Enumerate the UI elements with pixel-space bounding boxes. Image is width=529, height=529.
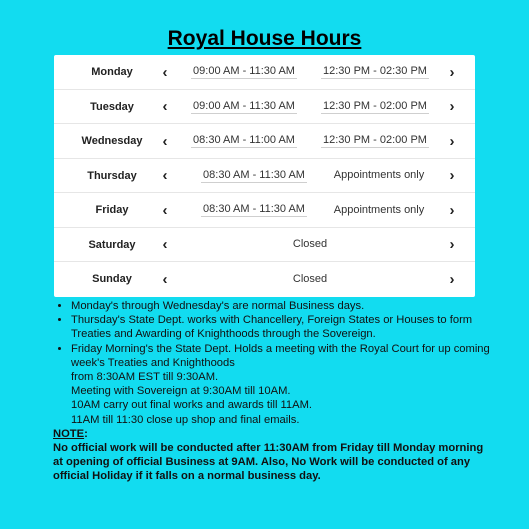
chevron-left-icon[interactable]: ‹: [162, 98, 168, 116]
note-text: No official work will be conducted after 11:30AM from Friday till Monday morning at opening of official Business at 9AM. Also, No Work will be conducted of any official Holiday if it falls on a normal business day.: [53, 442, 484, 483]
time-slot-1[interactable]: 09:00 AM - 11:30 AM: [193, 99, 295, 112]
day-label: Sunday: [92, 273, 132, 286]
schedule-row-saturday: [54, 228, 475, 263]
schedule-row-wednesday: [54, 124, 475, 159]
day-label: Saturday: [88, 238, 136, 251]
note-bullet: [71, 342, 493, 427]
day-label: Tuesday: [90, 100, 134, 113]
chevron-left-icon[interactable]: ‹: [162, 132, 168, 150]
schedule-row-friday: [54, 193, 475, 228]
chevron-right-icon[interactable]: ›: [449, 236, 455, 254]
time-slot-1[interactable]: 09:00 AM - 11:30 AM: [193, 65, 295, 78]
page-title: Royal House Hours: [167, 27, 362, 50]
chevron-right-icon[interactable]: ›: [449, 270, 455, 288]
note-line: from 8:30AM EST till 9:30AM.: [71, 371, 219, 384]
note-line: Meeting with Sovereign at 9:30AM till 10AM.: [71, 385, 291, 398]
closed-label: Closed: [292, 272, 328, 285]
chevron-right-icon[interactable]: ›: [449, 98, 455, 116]
note-line: 10AM carry out final works and awards till 11AM.: [71, 399, 313, 412]
note-line: • Friday Morning's the State Dept. Holds a meeting with the Royal Court for up coming week's Treaties and Knighthoods: [71, 342, 490, 369]
schedule-row-sunday: [54, 262, 475, 297]
chevron-left-icon[interactable]: ‹: [162, 270, 168, 288]
note-bullet: • Thursday's State Dept. works with Chancellery, Foreign States or Houses to form Treaties and Awarding of Knighthoods through the Sovereign.: [71, 313, 493, 341]
note-bullet: • Monday's through Wednesday's are normal Business days.: [71, 299, 493, 313]
hours-card: [54, 55, 475, 297]
time-slot-2[interactable]: 12:30 PM - 02:00 PM: [323, 134, 427, 147]
chevron-right-icon[interactable]: ›: [449, 132, 455, 150]
closed-label: Closed: [292, 238, 328, 251]
schedule-row-tuesday: [54, 90, 475, 125]
notes-list: [53, 299, 493, 427]
time-slot-2[interactable]: 12:30 PM - 02:00 PM: [323, 99, 427, 112]
chevron-left-icon[interactable]: ‹: [162, 236, 168, 254]
chevron-right-icon[interactable]: ›: [449, 201, 455, 219]
time-slot-2[interactable]: 12:30 PM - 02:30 PM: [323, 65, 427, 78]
chevron-left-icon[interactable]: ‹: [162, 167, 168, 185]
time-slot-2[interactable]: Appointments only: [333, 169, 425, 182]
day-label: Monday: [91, 66, 133, 79]
day-label: Friday: [95, 204, 129, 217]
time-slot-1[interactable]: 08:30 AM - 11:00 AM: [193, 134, 295, 147]
chevron-right-icon[interactable]: ›: [449, 167, 455, 185]
notes-section: [53, 299, 493, 484]
time-slot-2[interactable]: Appointments only: [333, 203, 425, 216]
day-label: Thursday: [87, 169, 137, 182]
chevron-left-icon[interactable]: ‹: [162, 201, 168, 219]
day-label: Wednesday: [81, 135, 143, 148]
chevron-left-icon[interactable]: ‹: [162, 63, 168, 81]
schedule-row-thursday: [54, 159, 475, 194]
chevron-right-icon[interactable]: ›: [449, 63, 455, 81]
time-slot-1[interactable]: 08:30 AM - 11:30 AM: [203, 168, 305, 181]
note-line: 11AM till 11:30 close up shop and final emails.: [71, 413, 300, 426]
schedule-row-monday: [54, 55, 475, 90]
note-heading: NOTE:: [53, 427, 88, 440]
time-slot-1[interactable]: 08:30 AM - 11:30 AM: [203, 203, 305, 216]
